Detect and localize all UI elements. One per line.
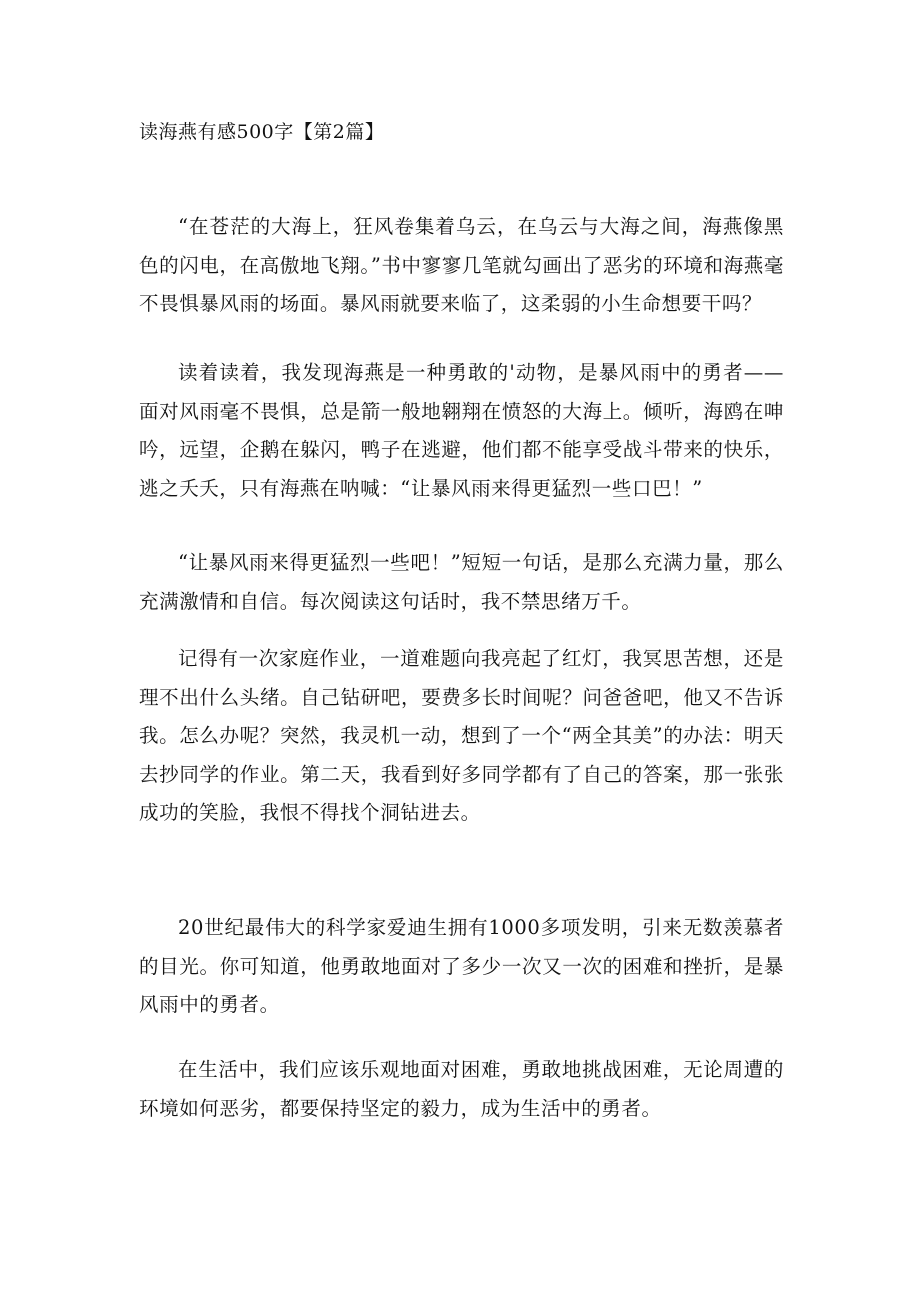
paragraph-5: 20世纪最伟大的科学家爱迪生拥有1000多项发明，引来无数羡慕者的目光。你可知道，他勇敢地面对了多少一次又一次的困难和挫折，是暴风雨中的勇者。 bbox=[139, 916, 784, 1016]
paragraph-6: 在生活中，我们应该乐观地面对困难，勇敢地挑战困难，无论周遭的环境如何恶劣，都要保持坚定的毅力，成为生活中的勇者。 bbox=[139, 1058, 784, 1120]
paragraph-4: 记得有一次家庭作业，一道难题向我亮起了红灯，我冥思苦想，还是理不出什么头绪。自己钻研吧，要费多长时间呢？问爸爸吧，他又不告诉我。怎么办呢？突然，我灵机一动，想到了一个“两全其美”的办法：明天去抄同学的作业。第二天，我看到好多同学都有了自己的答案，那一张张成功的笑脸，我恨不得找个洞钻进去。 bbox=[139, 647, 784, 824]
paragraph-2: 读着读着，我发现海燕是一种勇敢的'动物，是暴风雨中的勇者——面对风雨毫不畏惧，总是箭一般地翱翔在愤怒的大海上。倾听，海鸥在呻吟，远望，企鹅在躲闪，鸭子在逃避，他们都不能享受战斗带来的快乐，逃之夭夭，只有海燕在呐喊：“让暴风雨来得更猛烈一些口巴！” bbox=[139, 361, 784, 500]
paragraph-3: “让暴风雨来得更猛烈一些吧！”短短一句话，是那么充满力量，那么充满激情和自信。每次阅读这句话时，我不禁思绪万千。 bbox=[139, 551, 784, 613]
paragraph-1: “在苍茫的大海上，狂风卷集着乌云，在乌云与大海之间，海燕像黑色的闪电，在高傲地飞翔。”书中寥寥几笔就勾画出了恶劣的环境和海燕毫不畏惧暴风雨的场面。暴风雨就要来临了，这柔弱的小生命想要干吗？ bbox=[139, 215, 784, 315]
document-title: 读海燕有感500字【第2篇】 bbox=[139, 121, 385, 143]
